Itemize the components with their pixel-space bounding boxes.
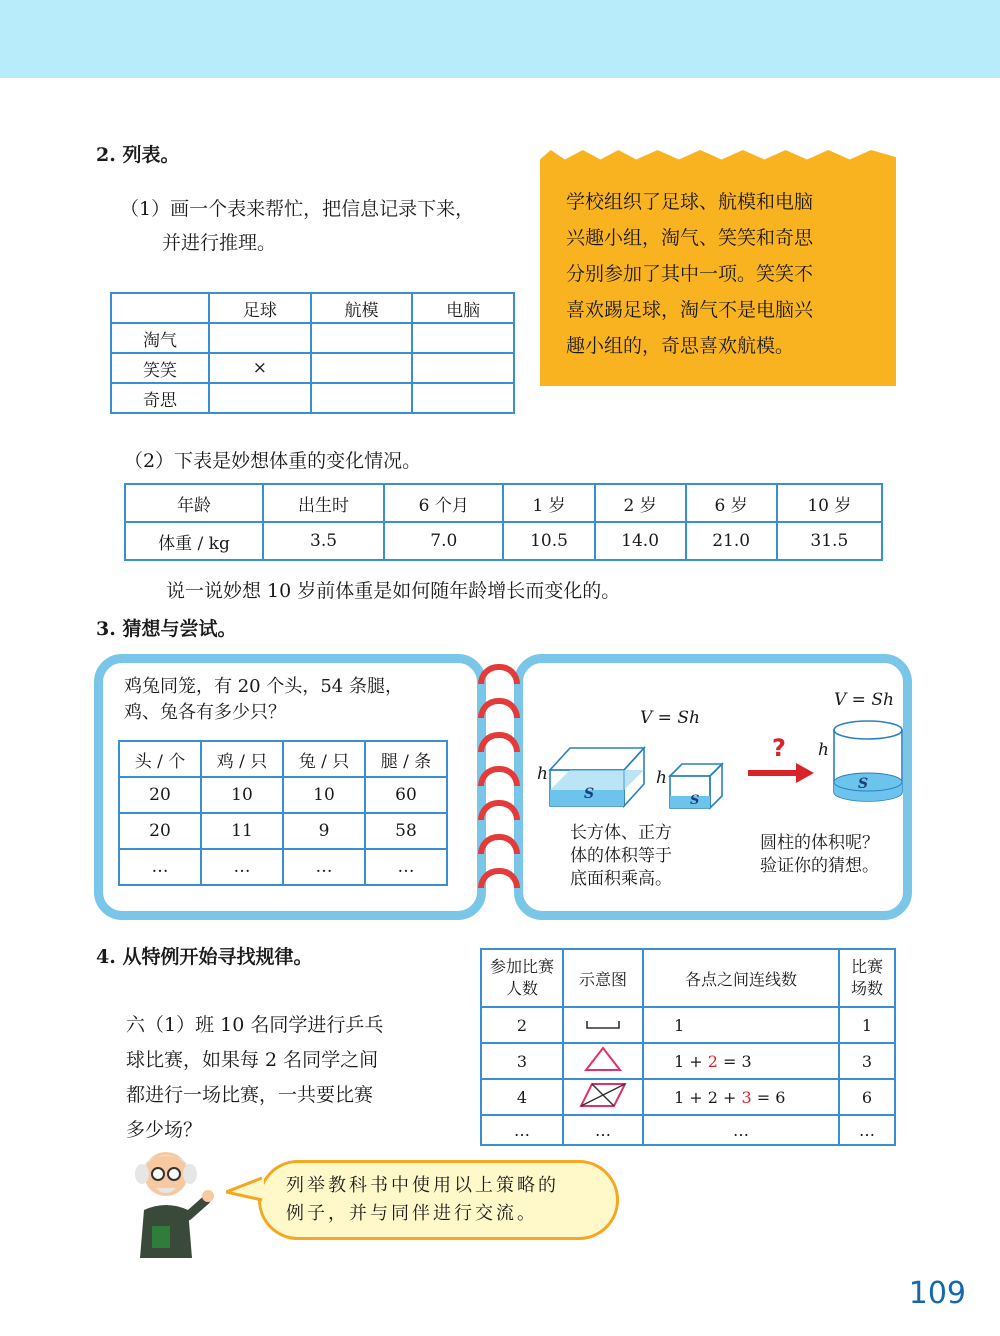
table1-header: 电脑 <box>412 293 514 323</box>
table3-cell: 9 <box>283 813 365 849</box>
table3-cell: … <box>283 849 365 885</box>
caption-left <box>570 822 672 891</box>
section4-heading: 4. 从特例开始寻找规律。 <box>96 946 313 968</box>
table1-header <box>111 293 209 323</box>
ring <box>478 834 520 854</box>
table4-cell <box>643 1043 839 1079</box>
label-s-cube: S <box>690 793 700 808</box>
q2-text: （2）下表是妙想体重的变化情况。 <box>124 450 422 472</box>
two-point-line-icon <box>583 1017 623 1031</box>
matches-table <box>480 948 896 1146</box>
formula-right: V = Sh <box>834 690 894 710</box>
table3-cell: 11 <box>201 813 283 849</box>
table4-header: 各点之间连线数 <box>643 949 839 1007</box>
spiral-rings <box>478 664 514 902</box>
section3-heading: 3. 猜想与尝试。 <box>96 618 237 640</box>
cylinder-illustration <box>826 716 906 808</box>
pingpong-problem <box>126 1008 383 1148</box>
question-mark: ? <box>772 734 786 762</box>
table4-cell: 1 <box>839 1007 895 1043</box>
sum-part: = 3 <box>717 1051 752 1071</box>
sum-part: = 6 <box>751 1087 786 1107</box>
ring <box>478 800 520 820</box>
table2-cell: 21.0 <box>686 522 777 560</box>
ring <box>478 698 520 718</box>
table3-cell: 10 <box>201 777 283 813</box>
caption-line: 底面积乘高。 <box>570 869 672 889</box>
label-s-cuboid: S <box>584 786 595 802</box>
table4-cell: … <box>643 1115 839 1145</box>
diagram-cell <box>563 1007 643 1043</box>
problem-line: 鸡、兔各有多少只？ <box>124 702 286 723</box>
table2-cell: 6 个月 <box>384 484 503 522</box>
problem-line: 都进行一场比赛，一共要比赛 <box>126 1084 374 1106</box>
problem-line: 球比赛，如果每 2 名同学之间 <box>126 1049 379 1071</box>
diagram-cell <box>563 1043 643 1079</box>
table3-cell: 20 <box>119 777 201 813</box>
table2-cell: 1 岁 <box>503 484 594 522</box>
table1-cell <box>209 323 311 353</box>
caption-right <box>760 832 879 878</box>
table4-cell: 2 <box>481 1007 563 1043</box>
bubble-text <box>286 1172 559 1228</box>
table4-cell: 3 <box>481 1043 563 1079</box>
cuboid-shape <box>550 748 644 806</box>
table2-cell: 31.5 <box>777 522 882 560</box>
q1-line1: （1）画一个表来帮忙，把信息记录下来， <box>120 198 475 220</box>
caption-line: 长方体、正方 <box>570 823 672 843</box>
diagram-cell <box>563 1079 643 1115</box>
table2-cell: 3.5 <box>263 522 384 560</box>
sticky-note-text <box>566 184 886 364</box>
table3-header: 腿 / 条 <box>365 741 447 777</box>
note-line: 兴趣小组，淘气、笑笑和奇思 <box>566 227 814 249</box>
note-line: 趣小组的，奇思喜欢航模。 <box>566 335 795 357</box>
bubble-line: 例子，并与同伴进行交流。 <box>286 1203 538 1224</box>
table4-cell: 3 <box>839 1043 895 1079</box>
table3-cell: 10 <box>283 777 365 813</box>
weight-table <box>124 483 883 561</box>
problem-line: 多少场？ <box>126 1119 203 1141</box>
problem-line: 鸡兔同笼，有 20 个头，54 条腿， <box>124 676 403 697</box>
table1-cell <box>311 323 413 353</box>
table2-cell: 出生时 <box>263 484 384 522</box>
table1-cell <box>311 353 413 383</box>
ring <box>478 664 520 684</box>
table4-header: 参加比赛人数 <box>481 949 563 1007</box>
table3-cell: … <box>201 849 283 885</box>
sum-highlight: 2 <box>707 1051 718 1071</box>
quadrilateral-icon <box>578 1081 628 1109</box>
table1-cell: 淘气 <box>111 323 209 353</box>
table2-cell: 体重 / kg <box>125 522 263 560</box>
note-line: 分别参加了其中一项。笑笑不 <box>566 263 814 285</box>
sum-part: 1 + 2 + <box>674 1087 742 1107</box>
table3-cell: 58 <box>365 813 447 849</box>
ring <box>478 868 520 888</box>
ring <box>478 766 520 786</box>
table1-cell <box>311 383 413 413</box>
formula-left: V = Sh <box>640 708 700 728</box>
table2-cell: 年龄 <box>125 484 263 522</box>
table4-cell: … <box>481 1115 563 1145</box>
table3-header: 鸡 / 只 <box>201 741 283 777</box>
table1-cell <box>412 353 514 383</box>
q2-prompt: 说一说妙想 10 岁前体重是如何随年龄增长而变化的。 <box>166 580 621 602</box>
arrow-right-icon <box>748 762 816 784</box>
table3-header: 头 / 个 <box>119 741 201 777</box>
triangle-icon <box>583 1045 623 1073</box>
table3-header: 兔 / 只 <box>283 741 365 777</box>
table1-cell: 奇思 <box>111 383 209 413</box>
teacher-character-icon <box>126 1146 218 1264</box>
table2-cell: 7.0 <box>384 522 503 560</box>
sum-highlight: 3 <box>741 1087 752 1107</box>
table4-cell: … <box>839 1115 895 1145</box>
note-line: 喜欢踢足球，淘气不是电脑兴 <box>566 299 814 321</box>
table4-cell: 4 <box>481 1079 563 1115</box>
chicken-rabbit-problem <box>124 674 403 726</box>
table3-cell: … <box>119 849 201 885</box>
q1-line2: 并进行推理。 <box>162 232 277 254</box>
prism-cube-illustration <box>534 736 734 810</box>
page-number: 109 <box>908 1276 966 1311</box>
table2-cell: 14.0 <box>595 522 686 560</box>
chicken-rabbit-table <box>118 740 448 886</box>
label-h-cube: h <box>656 768 667 788</box>
table1-cell <box>412 383 514 413</box>
table4-header: 比赛场数 <box>839 949 895 1007</box>
table3-cell: 60 <box>365 777 447 813</box>
caption-line: 圆柱的体积呢？ <box>760 833 879 853</box>
table1-cell <box>209 383 311 413</box>
sum-part: 1 + <box>674 1051 708 1071</box>
caption-line: 体的体积等于 <box>570 846 672 866</box>
table4-cell <box>643 1079 839 1115</box>
table4-header: 示意图 <box>563 949 643 1007</box>
caption-line: 验证你的猜想。 <box>760 856 879 876</box>
table1-cell <box>412 323 514 353</box>
table2-cell: 10.5 <box>503 522 594 560</box>
top-color-band <box>0 0 1000 78</box>
table3-cell: … <box>365 849 447 885</box>
table1-header: 足球 <box>209 293 311 323</box>
label-h-cuboid: h <box>537 764 548 784</box>
table4-cell: 1 <box>643 1007 839 1043</box>
table1-header: 航模 <box>311 293 413 323</box>
table1-cell: × <box>209 353 311 383</box>
label-s-cylinder: S <box>858 776 869 792</box>
interest-group-table <box>110 292 515 414</box>
ring <box>478 732 520 752</box>
bubble-tail <box>226 1176 266 1202</box>
table4-cell: 6 <box>839 1079 895 1115</box>
table4-cell: … <box>563 1115 643 1145</box>
bubble-line: 列举教科书中使用以上策略的 <box>286 1175 559 1196</box>
table2-cell: 6 岁 <box>686 484 777 522</box>
table1-cell: 笑笑 <box>111 353 209 383</box>
problem-line: 六（1）班 10 名同学进行乒乓 <box>126 1014 384 1036</box>
table2-cell: 2 岁 <box>595 484 686 522</box>
label-h-cylinder: h <box>818 740 829 760</box>
section2-heading: 2. 列表。 <box>96 144 180 166</box>
table2-cell: 10 岁 <box>777 484 882 522</box>
note-line: 学校组织了足球、航模和电脑 <box>566 191 814 213</box>
table3-cell: 20 <box>119 813 201 849</box>
